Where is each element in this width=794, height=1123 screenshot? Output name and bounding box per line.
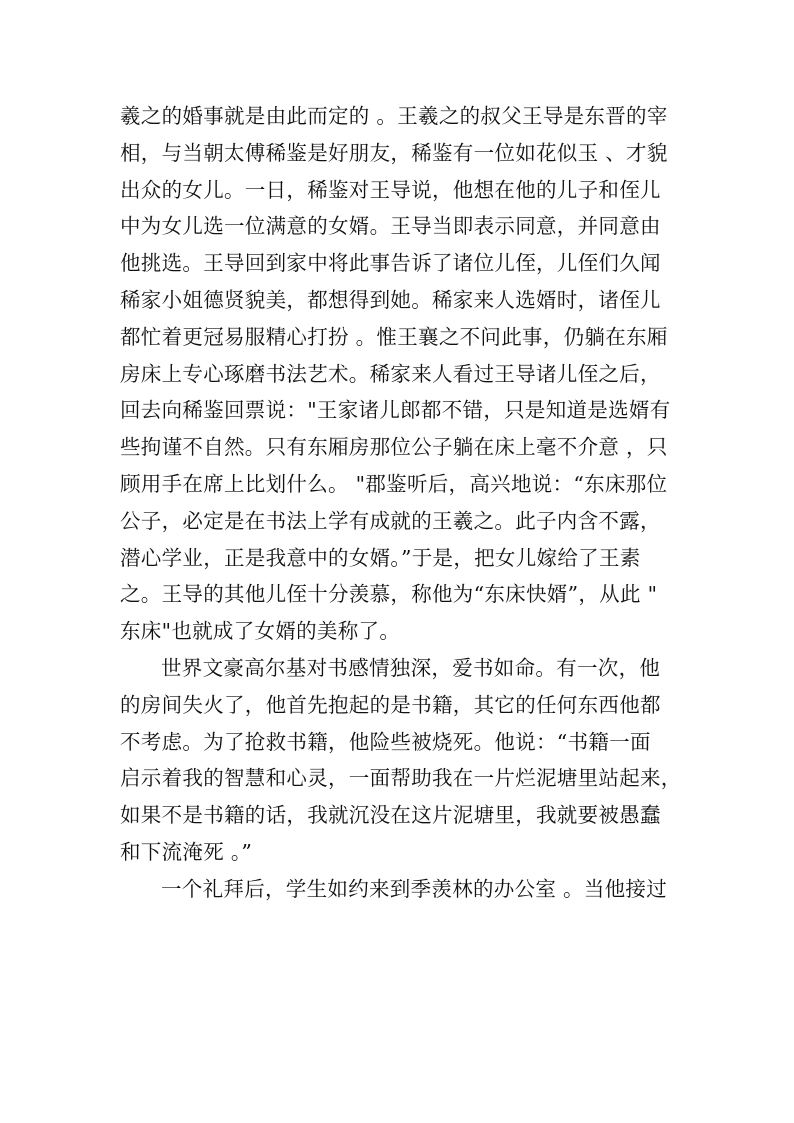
text-line: 和下流淹死 。”	[120, 839, 253, 864]
text-line: 都忙着更冠易服精心打扮 。惟王襄之不问此事，仍躺在东厢	[120, 324, 668, 349]
text-line: 出众的女儿。一日，稀鉴对王导说，他想在他的儿子和侄儿	[120, 177, 661, 202]
text-line: 的房间失火了，他首先抱起的是书籍，其它的任何东西他都	[120, 692, 661, 717]
text-line: 之。王导的其他儿侄十分羡慕，称他为“东床快婿”，从此 "	[120, 582, 658, 607]
text-line: 公子，必定是在书法上学有成就的王羲之。此子内含不露，	[120, 508, 661, 533]
text-line: 顾用手在席上比划什么。 "郡鉴听后，高兴地说：“东床那位	[120, 471, 668, 496]
text-line: 羲之的婚事就是由此而定的 。王羲之的叔父王导是东晋的宰	[120, 104, 668, 128]
paragraph-start-line: 世界文豪高尔基对书感情独深，爱书如命。有一次，他	[161, 655, 661, 680]
text-line: 回去向稀鉴回票说："王家诸儿郎都不错，只是知道是选婿有	[120, 398, 671, 423]
paragraph-start-line: 一个礼拜后，学生如约来到季羡林的办公室 。当他接过	[161, 876, 668, 901]
text-line: 东床"也就成了女婿的美称了。	[120, 619, 401, 644]
text-line: 启示着我的智慧和心灵，一面帮助我在一片烂泥塘里站起来，	[120, 766, 682, 791]
text-line: 如果不是书籍的话，我就沉没在这片泥塘里，我就要被愚蠢	[120, 803, 661, 828]
text-line: 他挑选。王导回到家中将此事告诉了诸位儿侄，儿侄们久闻	[120, 251, 661, 276]
text-line: 些拘谨不自然。只有东厢房那位公子躺在床上毫不介意 ，只	[120, 435, 668, 460]
text-line: 稀家小姐德贤貌美，都想得到她。稀家来人选婿时，诸侄儿	[120, 287, 661, 312]
body-text	[120, 98, 682, 908]
text-line: 不考虑。为了抢救书籍，他险些被烧死。他说：“书籍一面	[120, 729, 651, 754]
text-line: 房床上专心琢磨书法艺术。稀家来人看过王导诸儿侄之后，	[120, 361, 661, 386]
text-line: 相，与当朝太傅稀鉴是好朋友，稀鉴有一位如花似玉 、才貌	[120, 140, 668, 165]
text-line: 中为女儿选一位满意的女婿。王导当即表示同意，并同意由	[120, 214, 661, 239]
text-line: 潜心学业，正是我意中的女婿。”于是，把女儿嫁给了王素	[120, 545, 641, 570]
